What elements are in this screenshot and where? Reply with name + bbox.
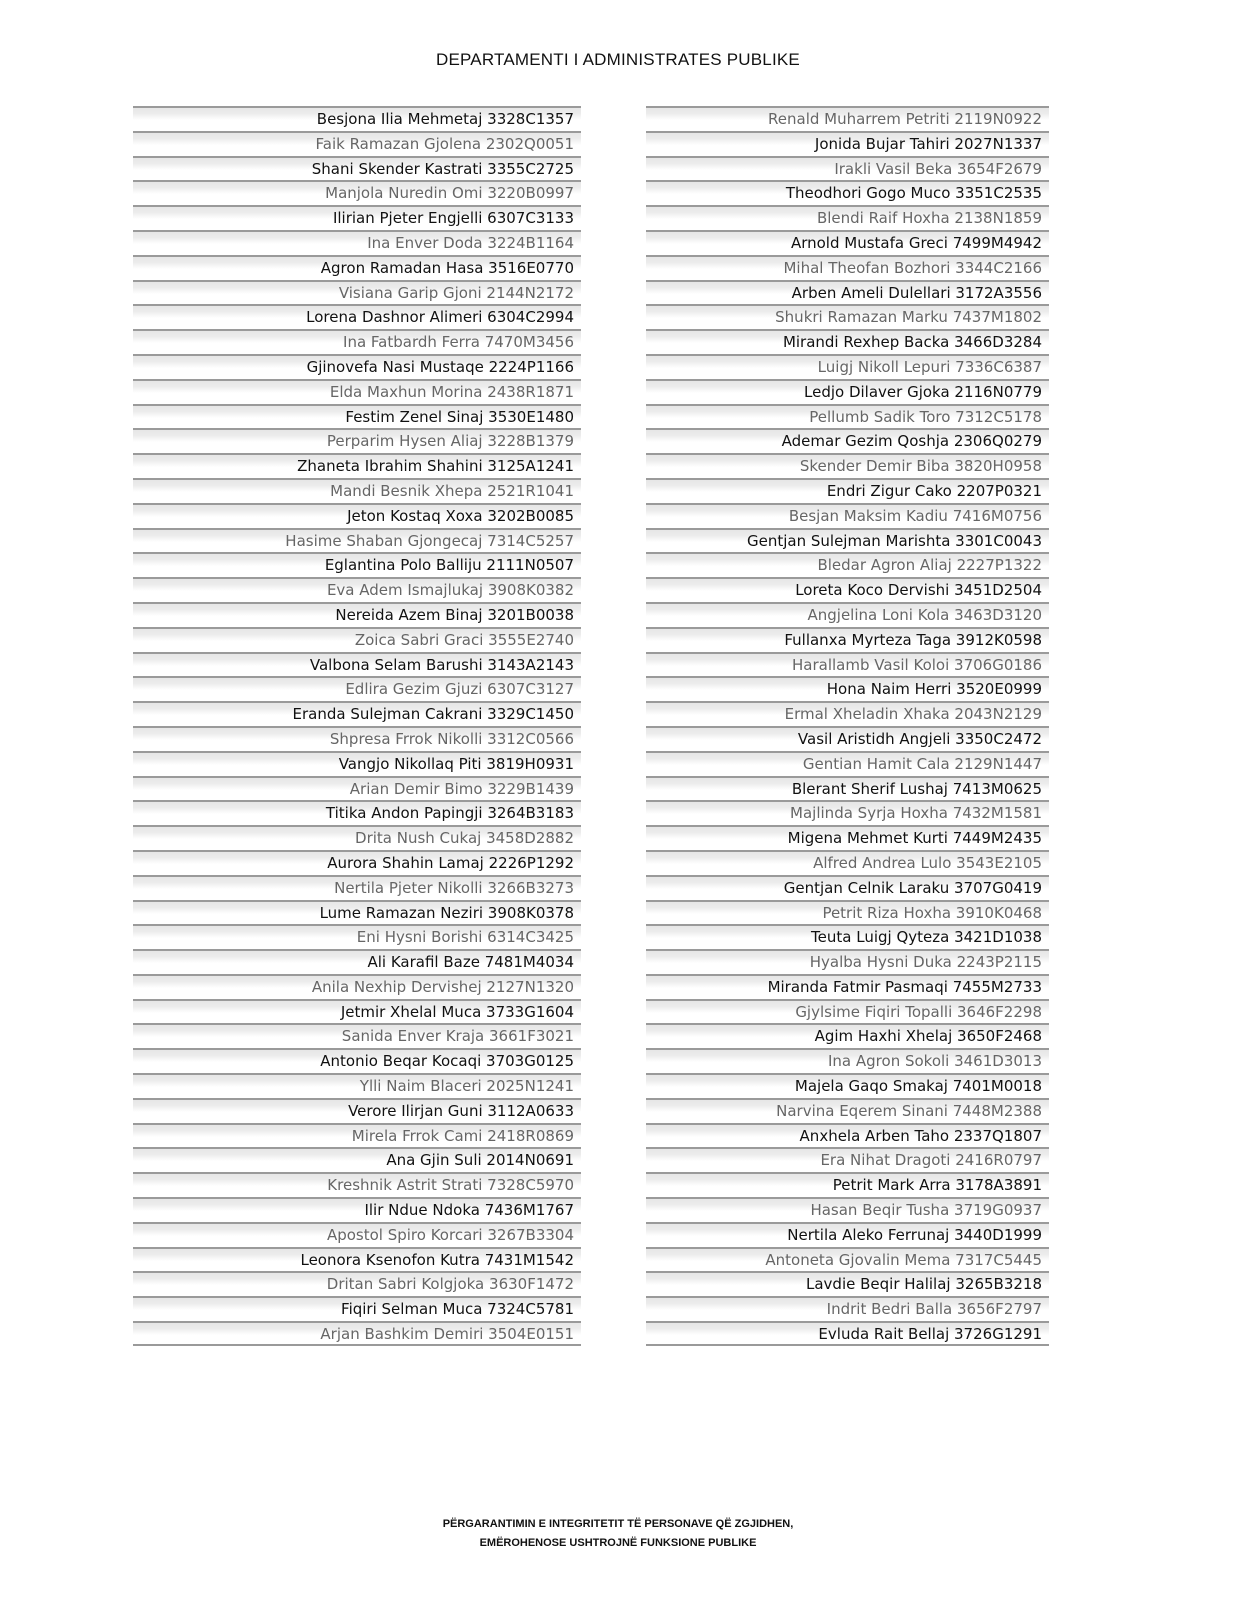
list-item: Kreshnik Astrit Strati 7328C5970 — [133, 1172, 581, 1197]
list-item: Ina Agron Sokoli 3461D3013 — [646, 1048, 1049, 1073]
list-item: Nertila Pjeter Nikolli 3266B3273 — [133, 875, 581, 900]
list-item: Skender Demir Biba 3820H0958 — [646, 453, 1049, 478]
list-item: Hyalba Hysni Duka 2243P2115 — [646, 949, 1049, 974]
list-item: Ledjo Dilaver Gjoka 2116N0779 — [646, 379, 1049, 404]
list-item: Nereida Azem Binaj 3201B0038 — [133, 602, 581, 627]
list-item: Ana Gjin Suli 2014N0691 — [133, 1147, 581, 1172]
list-item: Gjylsime Fiqiri Topalli 3646F2298 — [646, 999, 1049, 1024]
list-item: Angjelina Loni Kola 3463D3120 — [646, 602, 1049, 627]
list-item: Gentian Hamit Cala 2129N1447 — [646, 751, 1049, 776]
list-item: Hasan Beqir Tusha 3719G0937 — [646, 1197, 1049, 1222]
list-item: Jonida Bujar Tahiri 2027N1337 — [646, 131, 1049, 156]
list-item: Festim Zenel Sinaj 3530E1480 — [133, 404, 581, 429]
list-item: Vasil Aristidh Angjeli 3350C2472 — [646, 726, 1049, 751]
list-item: Ilir Ndue Ndoka 7436M1767 — [133, 1197, 581, 1222]
list-item: Ademar Gezim Qoshja 2306Q0279 — [646, 428, 1049, 453]
list-item: Majlinda Syrja Hoxha 7432M1581 — [646, 800, 1049, 825]
list-item: Arnold Mustafa Greci 7499M4942 — [646, 230, 1049, 255]
list-item: Eranda Sulejman Cakrani 3329C1450 — [133, 701, 581, 726]
list-item: Majela Gaqo Smakaj 7401M0018 — [646, 1073, 1049, 1098]
list-item: Besjona Ilia Mehmetaj 3328C1357 — [133, 106, 581, 131]
list-item: Antoneta Gjovalin Mema 7317C5445 — [646, 1247, 1049, 1272]
list-item: Eni Hysni Borishi 6314C3425 — [133, 924, 581, 949]
list-item: Titika Andon Papingji 3264B3183 — [133, 800, 581, 825]
list-item: Renald Muharrem Petriti 2119N0922 — [646, 106, 1049, 131]
list-item: Indrit Bedri Balla 3656F2797 — [646, 1296, 1049, 1321]
list-item: Hasime Shaban Gjongecaj 7314C5257 — [133, 528, 581, 553]
list-item: Nertila Aleko Ferrunaj 3440D1999 — [646, 1222, 1049, 1247]
list-item: Apostol Spiro Korcari 3267B3304 — [133, 1222, 581, 1247]
list-item: Edlira Gezim Gjuzi 6307C3127 — [133, 676, 581, 701]
list-item: Valbona Selam Barushi 3143A2143 — [133, 652, 581, 677]
list-item: Mandi Besnik Xhepa 2521R1041 — [133, 478, 581, 503]
list-item: Alfred Andrea Lulo 3543E2105 — [646, 850, 1049, 875]
list-item: Era Nihat Dragoti 2416R0797 — [646, 1147, 1049, 1172]
list-item: Verore Ilirjan Guni 3112A0633 — [133, 1098, 581, 1123]
list-item: Mirela Frrok Cami 2418R0869 — [133, 1123, 581, 1148]
list-item: Gentjan Celnik Laraku 3707G0419 — [646, 875, 1049, 900]
list-item: Miranda Fatmir Pasmaqi 7455M2733 — [646, 974, 1049, 999]
list-item: Elda Maxhun Morina 2438R1871 — [133, 379, 581, 404]
list-item: Lavdie Beqir Halilaj 3265B3218 — [646, 1271, 1049, 1296]
list-item: Hona Naim Herri 3520E0999 — [646, 676, 1049, 701]
list-item: Manjola Nuredin Omi 3220B0997 — [133, 180, 581, 205]
list-item: Luigj Nikoll Lepuri 7336C6387 — [646, 354, 1049, 379]
list-item: Drita Nush Cukaj 3458D2882 — [133, 825, 581, 850]
list-item: Besjan Maksim Kadiu 7416M0756 — [646, 503, 1049, 528]
list-item: Fullanxa Myrteza Taga 3912K0598 — [646, 627, 1049, 652]
list-item: Mihal Theofan Bozhori 3344C2166 — [646, 255, 1049, 280]
list-item: Shukri Ramazan Marku 7437M1802 — [646, 304, 1049, 329]
list-item: Agim Haxhi Xhelaj 3650F2468 — [646, 1023, 1049, 1048]
list-item: Blerant Sherif Lushaj 7413M0625 — [646, 776, 1049, 801]
list-item: Ermal Xheladin Xhaka 2043N2129 — [646, 701, 1049, 726]
list-item: Lume Ramazan Neziri 3908K0378 — [133, 900, 581, 925]
list-item: Jeton Kostaq Xoxa 3202B0085 — [133, 503, 581, 528]
footer-line-2: EMËROHENOSE USHTROJNË FUNKSIONE PUBLIKE — [479, 1537, 757, 1549]
list-item: Petrit Mark Arra 3178A3891 — [646, 1172, 1049, 1197]
list-item: Arian Demir Bimo 3229B1439 — [133, 776, 581, 801]
list-item: Ali Karafil Baze 7481M4034 — [133, 949, 581, 974]
list-item: Loreta Koco Dervishi 3451D2504 — [646, 577, 1049, 602]
list-item: Lorena Dashnor Alimeri 6304C2994 — [133, 304, 581, 329]
list-item: Anila Nexhip Dervishej 2127N1320 — [133, 974, 581, 999]
footer-line-1: PËRGARANTIMIN E INTEGRITETIT TË PERSONAVE QË ZGJIDHEN, — [442, 1518, 794, 1530]
list-item: Ilirian Pjeter Engjelli 6307C3133 — [133, 205, 581, 230]
list-item: Anxhela Arben Taho 2337Q1807 — [646, 1123, 1049, 1148]
list-item: Bledar Agron Aliaj 2227P1322 — [646, 552, 1049, 577]
page-title: DEPARTAMENTI I ADMINISTRATES PUBLIKE — [436, 50, 800, 69]
right-name-list — [646, 106, 1049, 1346]
list-item: Irakli Vasil Beka 3654F2679 — [646, 156, 1049, 181]
list-item: Gjinovefa Nasi Mustaqe 2224P1166 — [133, 354, 581, 379]
list-item: Mirandi Rexhep Backa 3466D3284 — [646, 329, 1049, 354]
list-item: Petrit Riza Hoxha 3910K0468 — [646, 900, 1049, 925]
left-name-list — [133, 106, 581, 1346]
list-item: Zoica Sabri Graci 3555E2740 — [133, 627, 581, 652]
list-item: Visiana Garip Gjoni 2144N2172 — [133, 280, 581, 305]
list-item: Pellumb Sadik Toro 7312C5178 — [646, 404, 1049, 429]
list-item: Arjan Bashkim Demiri 3504E0151 — [133, 1321, 581, 1346]
list-item: Harallamb Vasil Koloi 3706G0186 — [646, 652, 1049, 677]
list-item: Faik Ramazan Gjolena 2302Q0051 — [133, 131, 581, 156]
list-item: Dritan Sabri Kolgjoka 3630F1472 — [133, 1271, 581, 1296]
list-item: Evluda Rait Bellaj 3726G1291 — [646, 1321, 1049, 1346]
list-item: Aurora Shahin Lamaj 2226P1292 — [133, 850, 581, 875]
list-item: Shpresa Frrok Nikolli 3312C0566 — [133, 726, 581, 751]
list-item: Gentjan Sulejman Marishta 3301C0043 — [646, 528, 1049, 553]
list-item: Arben Ameli Dulellari 3172A3556 — [646, 280, 1049, 305]
list-item: Eglantina Polo Balliju 2111N0507 — [133, 552, 581, 577]
list-item: Theodhori Gogo Muco 3351C2535 — [646, 180, 1049, 205]
list-item: Fiqiri Selman Muca 7324C5781 — [133, 1296, 581, 1321]
list-item: Eva Adem Ismajlukaj 3908K0382 — [133, 577, 581, 602]
list-item: Vangjo Nikollaq Piti 3819H0931 — [133, 751, 581, 776]
list-item: Endri Zigur Cako 2207P0321 — [646, 478, 1049, 503]
list-item: Blendi Raif Hoxha 2138N1859 — [646, 205, 1049, 230]
list-item: Leonora Ksenofon Kutra 7431M1542 — [133, 1247, 581, 1272]
list-item: Ina Fatbardh Ferra 7470M3456 — [133, 329, 581, 354]
list-item: Migena Mehmet Kurti 7449M2435 — [646, 825, 1049, 850]
list-item: Antonio Beqar Kocaqi 3703G0125 — [133, 1048, 581, 1073]
list-item: Agron Ramadan Hasa 3516E0770 — [133, 255, 581, 280]
list-item: Perparim Hysen Aliaj 3228B1379 — [133, 428, 581, 453]
list-item: Teuta Luigj Qyteza 3421D1038 — [646, 924, 1049, 949]
list-item: Ina Enver Doda 3224B1164 — [133, 230, 581, 255]
list-item: Shani Skender Kastrati 3355C2725 — [133, 156, 581, 181]
list-item: Ylli Naim Blaceri 2025N1241 — [133, 1073, 581, 1098]
list-item: Jetmir Xhelal Muca 3733G1604 — [133, 999, 581, 1024]
footer — [0, 1515, 1236, 1553]
list-item: Narvina Eqerem Sinani 7448M2388 — [646, 1098, 1049, 1123]
list-item: Zhaneta Ibrahim Shahini 3125A1241 — [133, 453, 581, 478]
list-item: Sanida Enver Kraja 3661F3021 — [133, 1023, 581, 1048]
